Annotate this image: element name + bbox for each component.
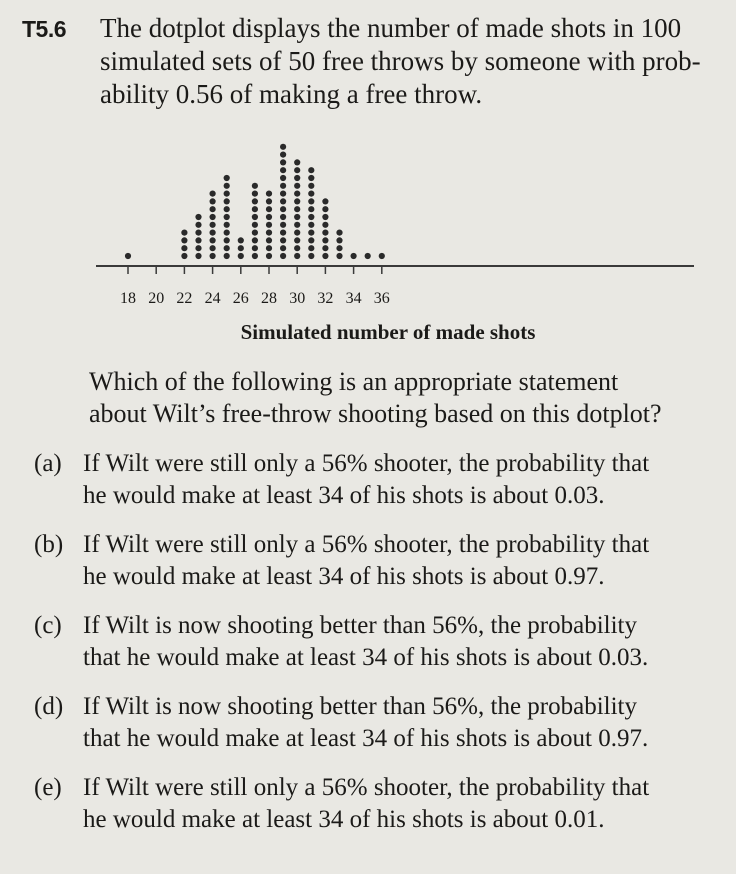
dot-x31-12 — [308, 167, 314, 173]
dot-x33-3 — [336, 237, 342, 243]
choice-line: that he would make at least 34 of his shots is about 0.97. — [83, 725, 649, 752]
dot-x31-8 — [308, 198, 314, 204]
dot-x31-2 — [308, 245, 314, 251]
x-axis-label: Simulated number of made shots — [240, 320, 536, 344]
dot-x29-2 — [280, 245, 286, 251]
dot-x24-6 — [210, 214, 216, 220]
stem-line: ability 0.56 of making a free throw. — [100, 79, 483, 109]
dot-x29-1 — [280, 253, 286, 259]
dot-x30-13 — [294, 159, 300, 165]
dot-x27-1 — [252, 253, 258, 259]
dot-x25-5 — [224, 222, 230, 228]
dot-x25-9 — [224, 191, 230, 197]
dot-x32-3 — [322, 237, 328, 243]
dot-x27-6 — [252, 214, 258, 220]
dot-x27-10 — [252, 183, 258, 189]
dot-x29-9 — [280, 191, 286, 197]
dot-x29-6 — [280, 214, 286, 220]
dot-x32-6 — [322, 214, 328, 220]
dot-x23-2 — [195, 245, 201, 251]
dot-x28-4 — [266, 230, 272, 236]
dot-x29-14 — [280, 152, 286, 158]
problem-number: T5.6 — [22, 16, 67, 42]
dot-x27-9 — [252, 191, 258, 197]
choice-line: that he would make at least 34 of his shots is about 0.03. — [83, 644, 649, 671]
choice-letter: (e) — [34, 774, 62, 801]
dot-x30-5 — [294, 222, 300, 228]
question-line: about Wilt’s free-throw shooting based on this dotplot? — [89, 399, 662, 428]
dot-x22-3 — [181, 237, 187, 243]
dot-x32-5 — [322, 222, 328, 228]
dot-x29-15 — [280, 144, 286, 150]
dot-x29-10 — [280, 183, 286, 189]
dot-x28-3 — [266, 237, 272, 243]
dot-x26-2 — [238, 245, 244, 251]
dot-x33-1 — [336, 253, 342, 259]
choice-line: If Wilt is now shooting better than 56%, the probability — [83, 612, 638, 639]
dot-x29-3 — [280, 237, 286, 243]
x-axis-tick-labels — [120, 290, 390, 307]
dot-x35-1 — [365, 253, 371, 259]
dot-x36-1 — [379, 253, 385, 259]
x-tick-label-20: 20 — [148, 290, 165, 307]
dot-x30-3 — [294, 237, 300, 243]
dot-x24-1 — [210, 253, 216, 259]
dot-x28-5 — [266, 222, 272, 228]
x-tick-label-24: 24 — [204, 290, 221, 307]
dot-x23-6 — [195, 214, 201, 220]
dots-layer — [125, 144, 385, 259]
x-tick-label-30: 30 — [289, 290, 306, 307]
dot-x30-6 — [294, 214, 300, 220]
dot-x27-7 — [252, 206, 258, 212]
dot-x24-8 — [210, 198, 216, 204]
stem-line: The dotplot displays the number of made shots in 100 — [100, 13, 682, 43]
dot-x25-3 — [224, 237, 230, 243]
dot-x31-7 — [308, 206, 314, 212]
dot-x31-5 — [308, 222, 314, 228]
dot-x24-4 — [210, 230, 216, 236]
dot-x23-1 — [195, 253, 201, 259]
dot-x24-3 — [210, 237, 216, 243]
dot-x29-4 — [280, 230, 286, 236]
dot-x28-8 — [266, 198, 272, 204]
dot-x30-2 — [294, 245, 300, 251]
x-tick-label-22: 22 — [176, 290, 193, 307]
dot-x31-1 — [308, 253, 314, 259]
choice-line: If Wilt is now shooting better than 56%, the probability — [83, 693, 638, 720]
dot-x27-2 — [252, 245, 258, 251]
choice-line: he would make at least 34 of his shots is about 0.01. — [83, 806, 605, 833]
dot-x28-6 — [266, 214, 272, 220]
dot-x28-2 — [266, 245, 272, 251]
dot-x34-1 — [351, 253, 357, 259]
dot-x22-2 — [181, 245, 187, 251]
choice-letter: (b) — [34, 531, 64, 558]
choice-letter: (a) — [34, 450, 62, 477]
choice-text — [83, 529, 649, 593]
dot-x27-8 — [252, 198, 258, 204]
dot-x30-1 — [294, 253, 300, 259]
dot-x31-9 — [308, 191, 314, 197]
dot-x27-4 — [252, 230, 258, 236]
dot-x30-11 — [294, 175, 300, 181]
dot-x25-10 — [224, 183, 230, 189]
x-tick-label-34: 34 — [345, 290, 362, 307]
choice-line: he would make at least 34 of his shots is about 0.97. — [83, 563, 605, 590]
dot-x22-1 — [181, 253, 187, 259]
dot-x33-2 — [336, 245, 342, 251]
choice-line: he would make at least 34 of his shots is about 0.03. — [83, 482, 605, 509]
stem-line: simulated sets of 50 free throws by someone with prob- — [100, 46, 701, 76]
dot-x30-8 — [294, 198, 300, 204]
dot-x29-7 — [280, 206, 286, 212]
dot-x26-1 — [238, 253, 244, 259]
choice-text — [83, 448, 649, 512]
dot-x30-7 — [294, 206, 300, 212]
dot-x30-10 — [294, 183, 300, 189]
dot-x28-9 — [266, 191, 272, 197]
dot-x22-4 — [181, 230, 187, 236]
x-tick-label-18: 18 — [120, 290, 136, 307]
dot-x25-2 — [224, 245, 230, 251]
dot-x27-3 — [252, 237, 258, 243]
dot-x31-6 — [308, 214, 314, 220]
question-prompt — [89, 366, 719, 430]
dot-x32-4 — [322, 230, 328, 236]
dot-x25-4 — [224, 230, 230, 236]
dot-x25-1 — [224, 253, 230, 259]
dot-x24-9 — [210, 191, 216, 197]
dot-x29-11 — [280, 175, 286, 181]
choice-letter: (c) — [34, 612, 62, 639]
dot-x32-1 — [322, 253, 328, 259]
dot-x32-8 — [322, 198, 328, 204]
dot-x23-4 — [195, 230, 201, 236]
dot-x31-4 — [308, 230, 314, 236]
dot-x23-5 — [195, 222, 201, 228]
dot-x18-1 — [125, 253, 131, 259]
dot-x30-4 — [294, 230, 300, 236]
choice-text — [83, 772, 649, 836]
x-tick-label-36: 36 — [373, 290, 390, 307]
dot-x27-5 — [252, 222, 258, 228]
dot-x28-7 — [266, 206, 272, 212]
dot-x23-3 — [195, 237, 201, 243]
dot-x32-2 — [322, 245, 328, 251]
choice-line: If Wilt were still only a 56% shooter, the probability that — [83, 531, 650, 558]
choice-text — [83, 610, 648, 674]
dot-x31-10 — [308, 183, 314, 189]
dot-x29-8 — [280, 198, 286, 204]
dot-x24-5 — [210, 222, 216, 228]
choice-text — [83, 691, 648, 755]
dot-x31-11 — [308, 175, 314, 181]
dot-x25-7 — [224, 206, 230, 212]
dot-x24-7 — [210, 206, 216, 212]
dot-x25-8 — [224, 198, 230, 204]
dot-x26-3 — [238, 237, 244, 243]
dot-x29-5 — [280, 222, 286, 228]
x-axis-ticks — [128, 266, 382, 274]
dotplot-chart — [0, 0, 736, 360]
dot-x29-13 — [280, 159, 286, 165]
dot-x29-12 — [280, 167, 286, 173]
x-tick-label-26: 26 — [232, 290, 249, 307]
dot-x25-11 — [224, 175, 230, 181]
dot-x28-1 — [266, 253, 272, 259]
dot-x33-4 — [336, 230, 342, 236]
dot-x31-3 — [308, 237, 314, 243]
question-line: Which of the following is an appropriate statement — [89, 367, 619, 396]
dot-x32-7 — [322, 206, 328, 212]
choice-letter: (d) — [34, 693, 64, 720]
dot-x25-6 — [224, 214, 230, 220]
x-tick-label-28: 28 — [261, 290, 277, 307]
dot-x30-12 — [294, 167, 300, 173]
dot-x30-9 — [294, 191, 300, 197]
x-tick-label-32: 32 — [317, 290, 334, 307]
dot-x24-2 — [210, 245, 216, 251]
choice-line: If Wilt were still only a 56% shooter, the probability that — [83, 450, 650, 477]
choice-line: If Wilt were still only a 56% shooter, the probability that — [83, 774, 650, 801]
